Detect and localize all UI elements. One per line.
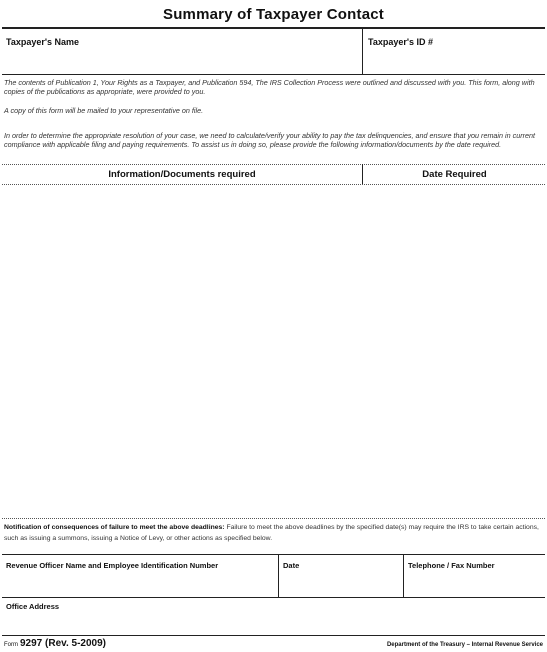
date-label: Date <box>283 561 300 570</box>
revenue-officer-label: Revenue Officer Name and Employee Identification Number <box>6 561 219 570</box>
officer-row-bottom <box>2 597 545 598</box>
representative-paragraph: A copy of this form will be mailed to your representative on file. <box>4 106 204 115</box>
consequence-notice <box>4 522 544 544</box>
columns-top <box>2 164 545 165</box>
form-number <box>4 638 106 649</box>
taxpayer-row-bottom <box>2 74 545 75</box>
name-id-divider <box>362 28 363 74</box>
department-label: Department of the Treasury – Internal Revenue Service <box>386 642 543 648</box>
form-number-text: 9297 (Rev. 5-2009) <box>20 638 106 649</box>
consequence-label: Notification of consequences of failure to meet the above deadlines: <box>4 524 225 531</box>
resolution-paragraph: In order to determine the appropriate resolution of your case, we need to calculate/verify your ability to pay the tax delinquencies, and ensure that you remain in current compliance with applicable filing and paying requirements. To assist us in doing so, please provide the following information/documents by the date required. <box>4 131 535 149</box>
date-required-header: Date Required <box>422 169 487 180</box>
consequence-text: Failure to meet the above deadlines by the specified date(s) may require the IRS to take certain actions, such as issuing a summons, issuing a Notice of Levy, or other actions as specified below. <box>4 524 539 542</box>
taxpayer-id-label: Taxpayer's ID # <box>368 37 434 47</box>
telephone-label: Telephone / Fax Number <box>408 561 495 570</box>
address-row-bottom <box>2 635 545 636</box>
consequence-top <box>2 518 545 519</box>
columns-divider <box>362 164 363 184</box>
columns-bottom <box>2 184 545 185</box>
date-phone-divider <box>403 555 404 597</box>
form-title: Summary of Taxpayer Contact <box>162 6 385 23</box>
taxpayer-name-label: Taxpayer's Name <box>6 37 80 47</box>
title-divider <box>2 27 545 29</box>
office-address-label: Office Address <box>6 602 60 611</box>
consequence-bottom <box>2 554 545 555</box>
publication-paragraph: The contents of Publication 1, Your Rights as a Taxpayer, and Publication 594, The IRS Collection Process were outlined and discussed with you. This form, along with copies of the publications as appropriate, were provided to you. <box>4 78 535 96</box>
form-prefix: Form <box>4 642 18 648</box>
info-documents-header: Information/Documents required <box>108 169 256 180</box>
officer-date-divider <box>278 555 279 597</box>
